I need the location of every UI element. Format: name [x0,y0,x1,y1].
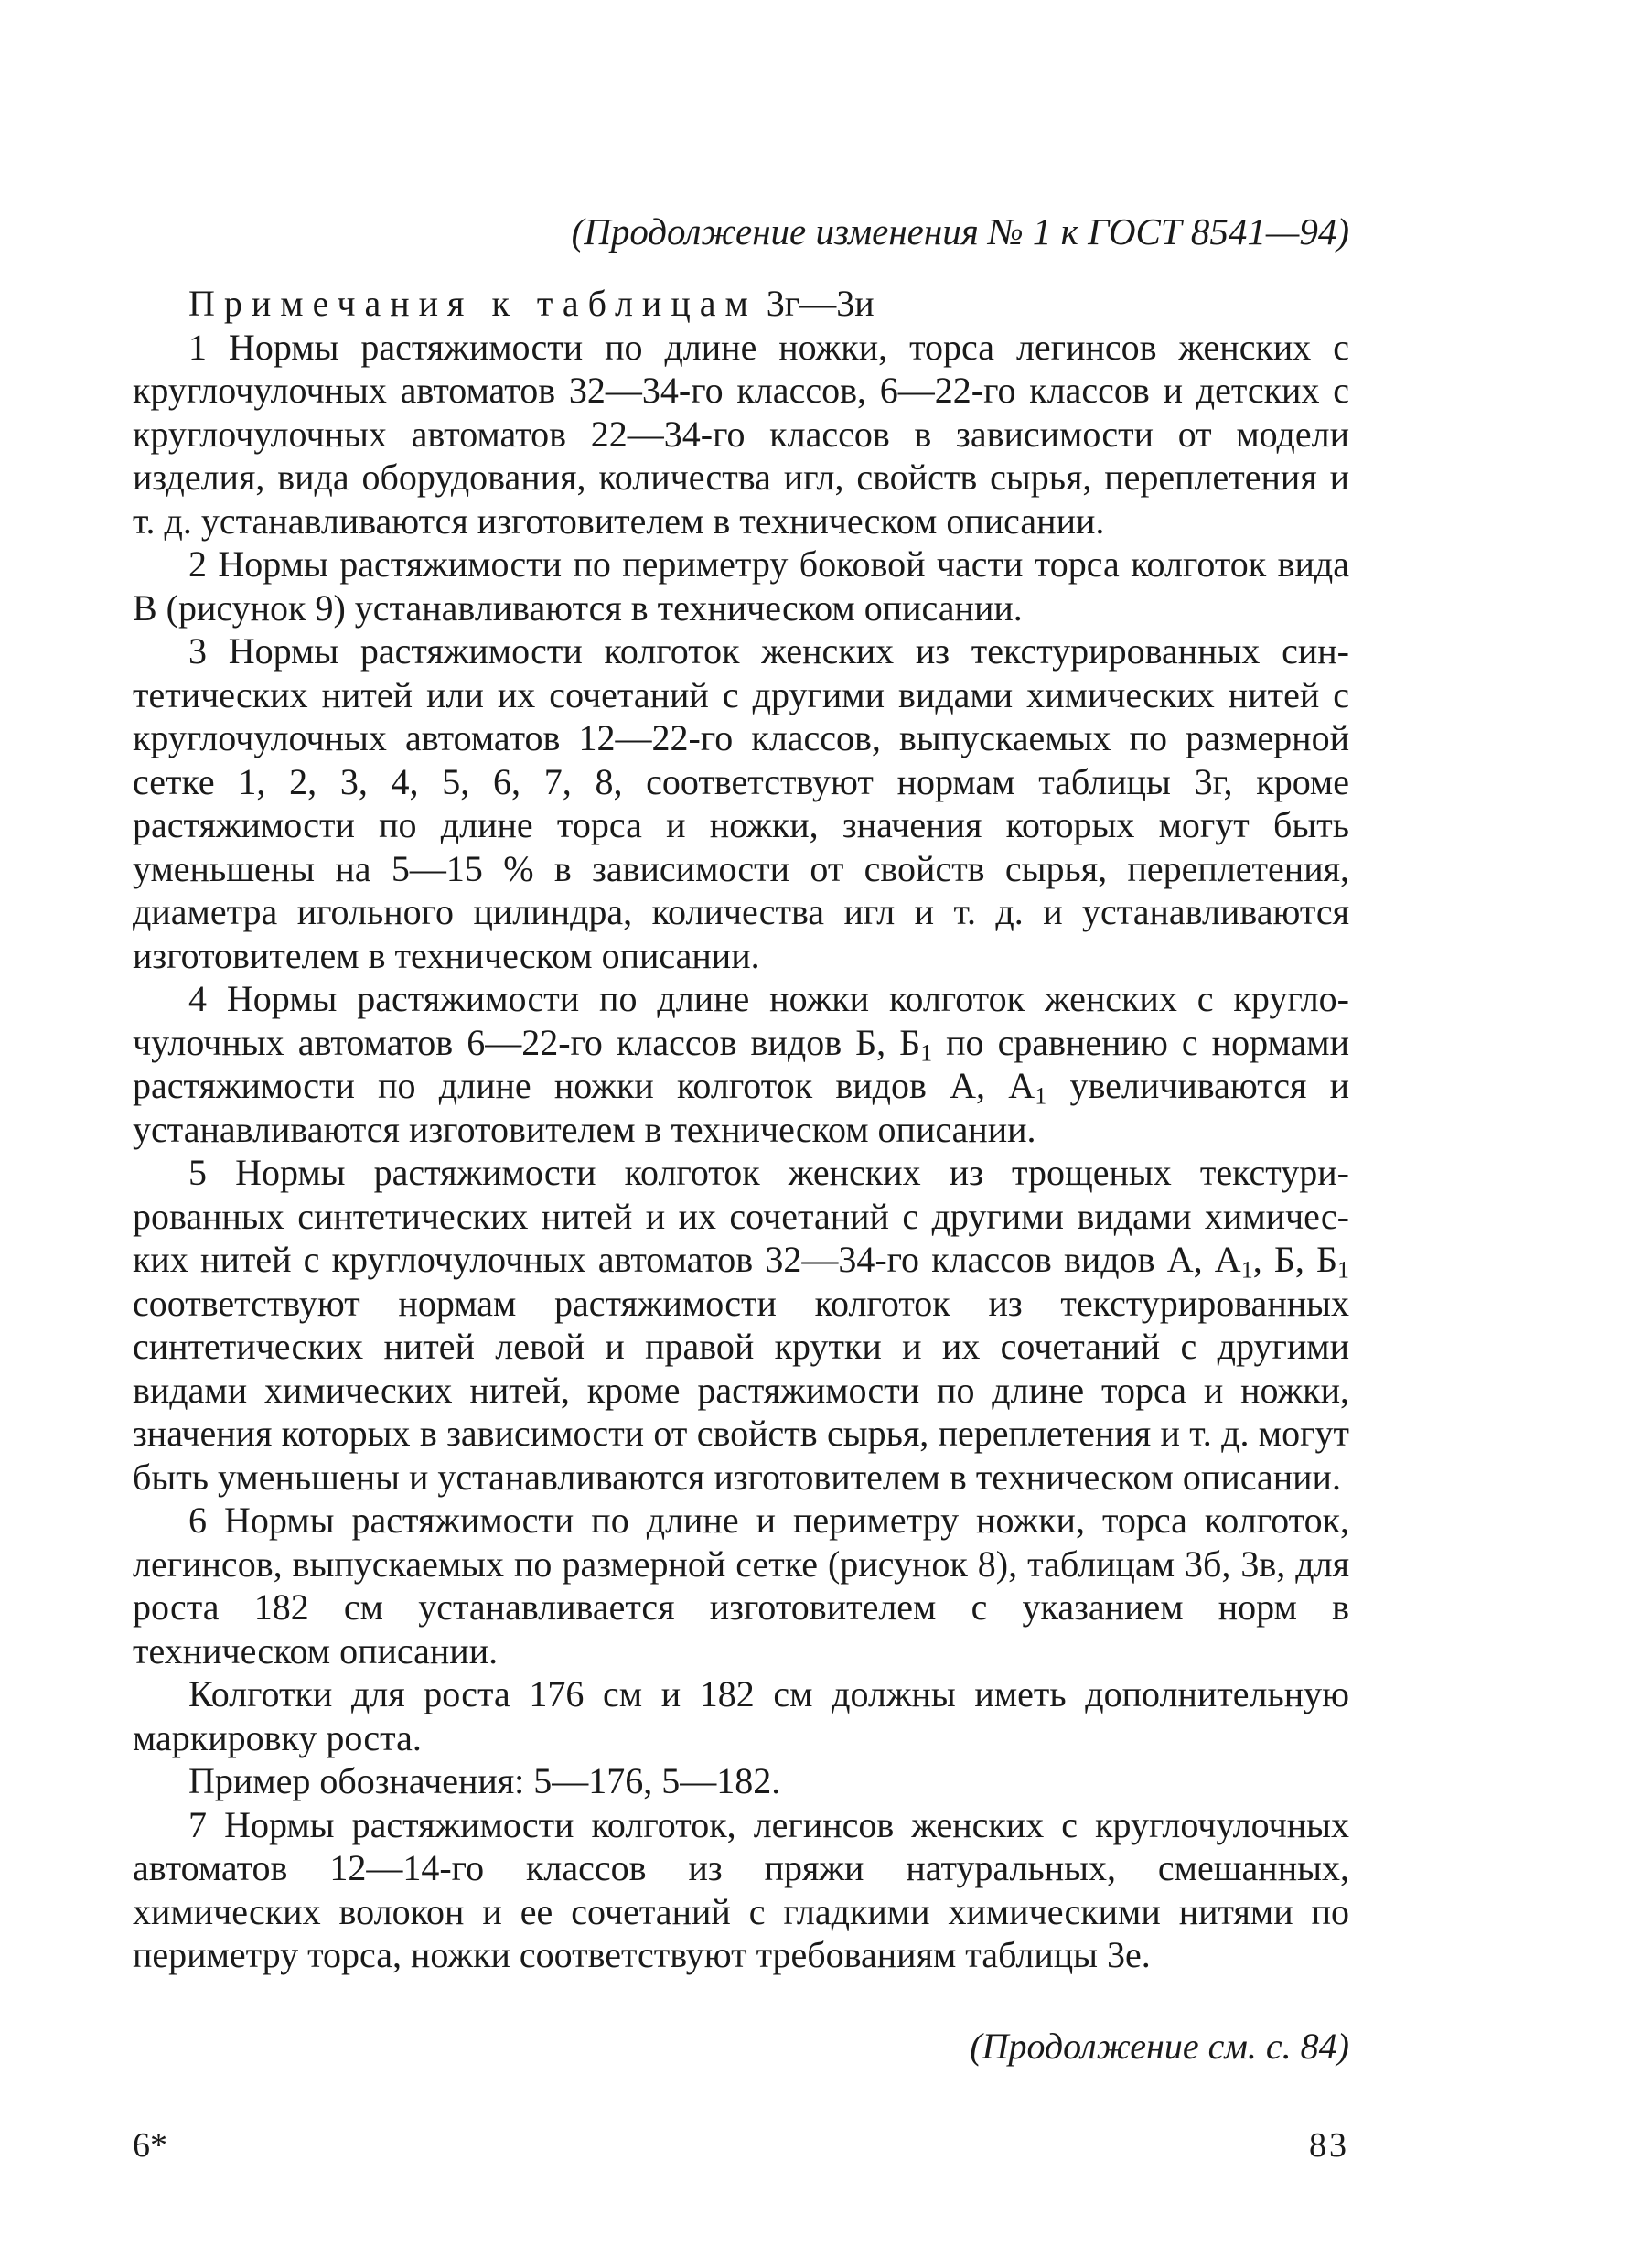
notes-title-ref: 3г—3и [766,283,875,324]
note-4-part-b: по сравнению с нормами растяжимости по длине ножки колготок видов А, А [133,1021,1349,1106]
notes-title-text: Примечания к таблицам [188,283,757,324]
note-4-part-a: 4 Нормы растяжимости по длине ножки колготок женских с круглочулочных автоматов 6—22-го классов видов Б, Б [133,978,1349,1063]
note-4-part-c: увеличиваются и устанавливаются изготовителем в техническом описании. [133,1065,1349,1150]
note-5-part-a: 5 Нормы растяжимости колготок женских из трощеных текстурированных синтетических нитей и их сочетаний с другими видами химических нитей с круглочулочных автоматов 32—34-го классов видов А, А [133,1152,1349,1280]
note-6: 6 Нормы растяжимости по длине и периметру ножки, торса колготок, легинсов, выпускаемых по размерной сетке (рисунок 8), таблицам 3б, 3в, для роста 182 см устанавливается изготовителем с указанием норм в техническом описании. [133,1499,1349,1671]
continuation-header: (Продолжение изменения № 1 к ГОСТ 8541—94) [571,210,1349,253]
note-7: 7 Нормы растяжимости колготок, легинсов женских с круглочулочных автоматов 12—14-го классов из пряжи натуральных, смешанных, химических волокон и ее сочетаний с гладкими химическими нитями по периметру торса, ножки соответствуют требованиям таблицы 3е. [133,1803,1349,1975]
note-5 [133,1151,1349,1499]
note-6-example: Пример обозначения: 5—176, 5—182. [188,1760,781,1801]
notes-title [133,282,1349,326]
note-5-part-c: соответствуют нормам растяжимости колготок из текстурированных синтетических нитей левой и правой крутки и их сочетаний с другими видами химических нитей, кроме растяжимости по длине торса и ножки, значения которых в зависимости от свойств сырья, переплетения и т. д. могут быть уменьшены и устанавливаются изготовителем в техническом описании. [133,1282,1349,1498]
notes-body [133,282,1349,1977]
signature-mark: 6* [133,2126,167,2165]
subscript-1: 1 [1240,1256,1253,1284]
note-6-extra: Колготки для роста 176 см и 182 см должны иметь дополнительную маркировку роста. [133,1673,1349,1758]
subscript-1: 1 [920,1039,933,1066]
note-3: 3 Нормы растяжимости колготок женских из текстурированных синтетических нитей или их сочетаний с другими видами химических нитей с круглочулочных автоматов 12—22-го классов, выпускаемых по размерной сетке 1, 2, 3, 4, 5, 6, 7, 8, соответствуют нормам таблицы 3г, кроме растяжимости по длине торса и ножки, значения которых могут быть уменьшены на 5—15 % в зависимости от свойств сырья, переплетения, диаметра игольного цилиндра, количества игл и т. д. и устанавливаются изготовителем в техническом описании. [133,630,1349,976]
page-number: 83 [1309,2126,1349,2165]
subscript-1: 1 [1035,1082,1047,1110]
note-4 [133,977,1349,1151]
note-5-part-b: , Б, Б [1252,1239,1338,1280]
note-1: 1 Нормы растяжимости по длине ножки, торса легинсов женских с круглочулочных автоматов 32—34-го классов, 6—22-го классов и детских с круглочулочных автоматов 22—34-го классов в зависимости от модели изделия, вида оборудования, количества игл, свойств сырья, переплетения и т. д. устанавливаются изготовителем в техническом описании. [133,326,1349,542]
subscript-1: 1 [1337,1256,1350,1284]
continued-footer: (Продолжение см. с. 84) [970,2026,1349,2067]
note-2: 2 Нормы растяжимости по периметру боковой части торса колготок вида В (рисунок 9) устанавливаются в техническом описании. [133,543,1349,629]
